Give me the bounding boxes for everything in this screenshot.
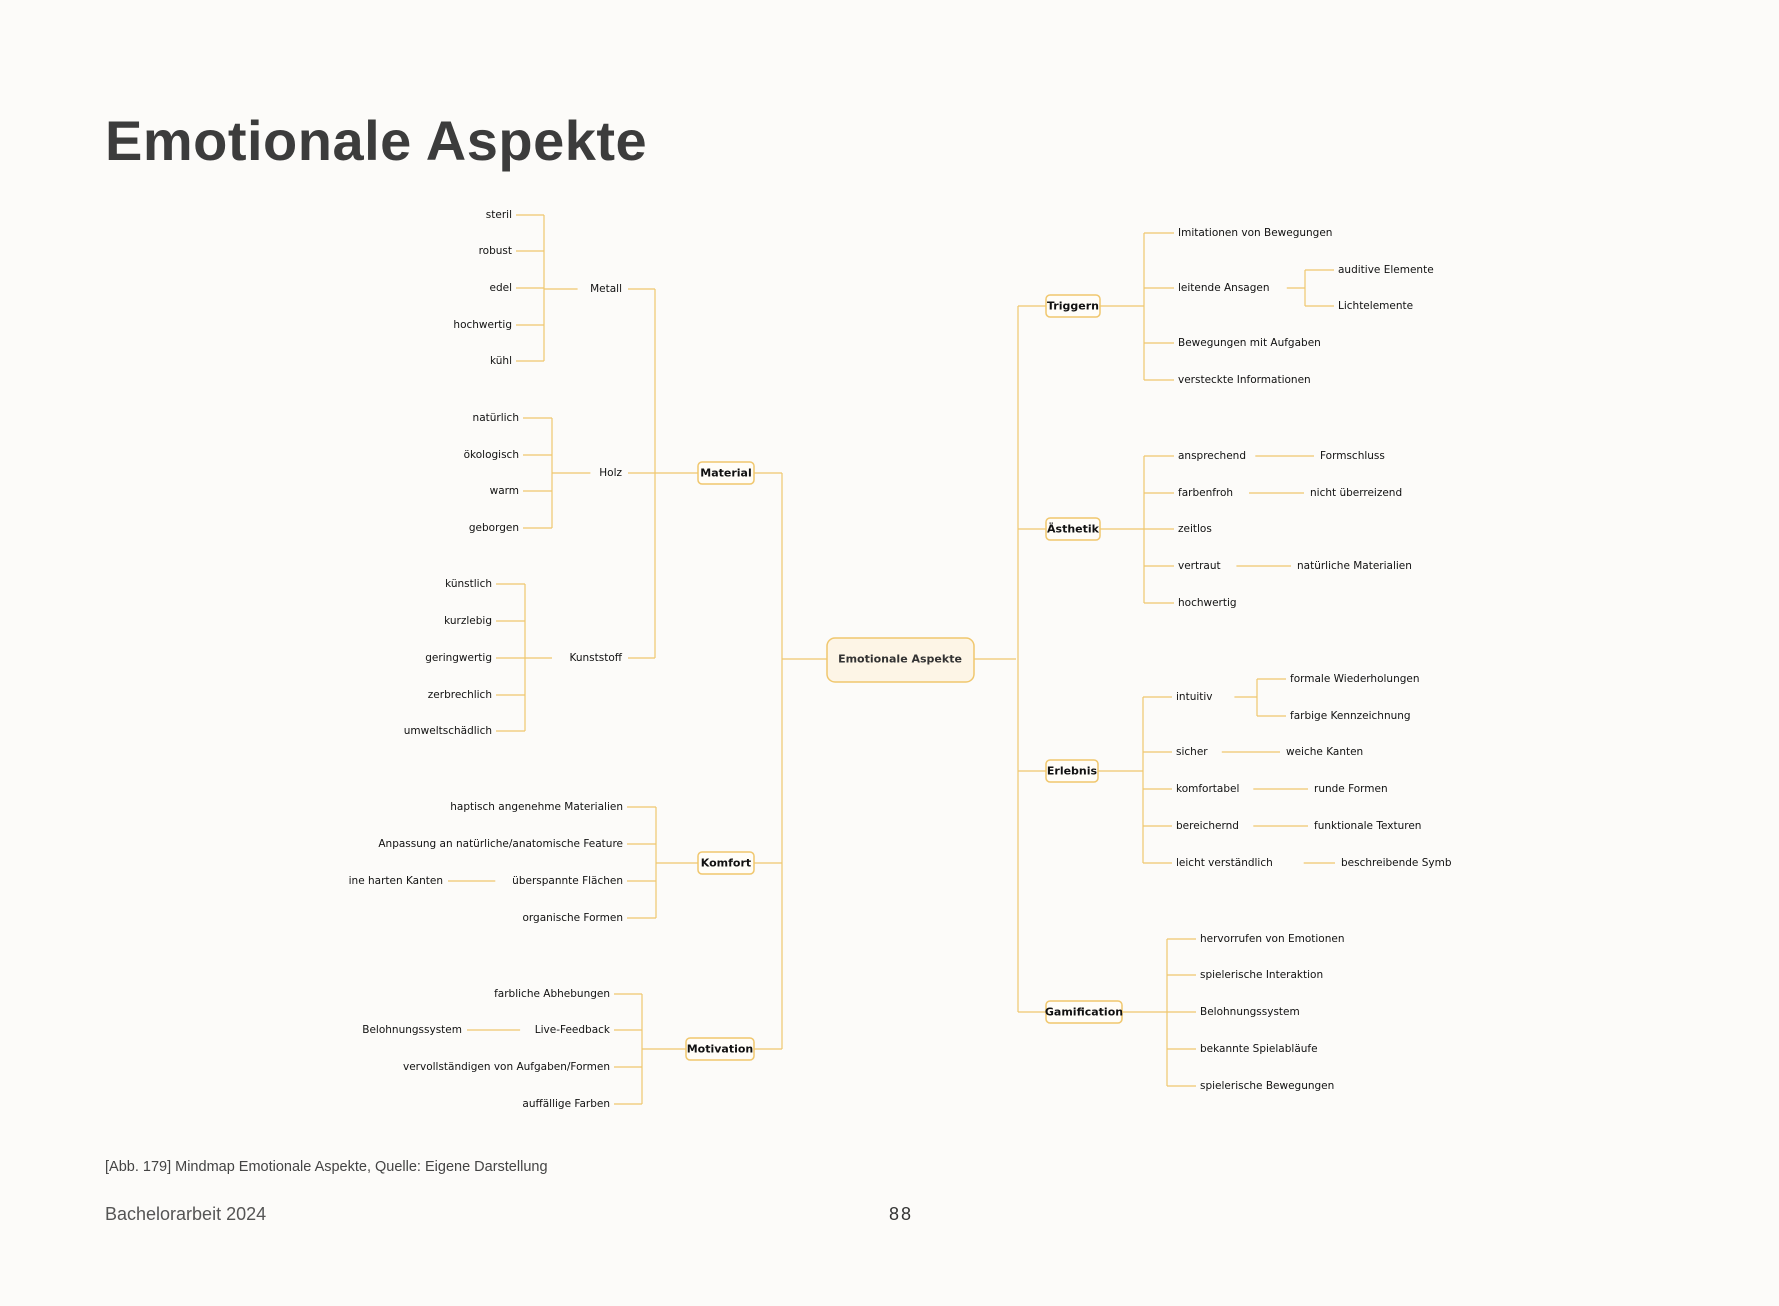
- figure-caption: [Abb. 179] Mindmap Emotionale Aspekte, Quelle: Eigene Darstellung: [105, 1159, 548, 1175]
- main-node-label: Komfort: [700, 856, 752, 870]
- sub-node-label: sicher: [1176, 746, 1208, 758]
- leaf-node-label: edel: [489, 282, 512, 294]
- leaf-node-label: ökologisch: [463, 449, 519, 461]
- main-node-label: Ästhetik: [1047, 522, 1099, 536]
- main-node-label: Gamification: [1044, 1005, 1124, 1019]
- leaf-node-label: formale Wiederholungen: [1290, 673, 1420, 685]
- sub-node-label: Live-Feedback: [534, 1024, 610, 1036]
- sub-node-label: hervorrufen von Emotionen: [1200, 933, 1345, 945]
- sub-node-label: überspannte Flächen: [512, 875, 623, 887]
- sub-node-label: farbenfroh: [1178, 487, 1234, 499]
- sub-node-label: organische Formen: [522, 912, 623, 924]
- main-node-label: Triggern: [1047, 299, 1099, 313]
- sub-node-label: hochwertig: [1178, 597, 1237, 609]
- main-node-label: Motivation: [686, 1042, 754, 1056]
- main-node-label: Material: [700, 466, 752, 480]
- sub-node-label: Anpassung an natürliche/anatomische Feature: [378, 838, 623, 850]
- leaf-node-label: runde Formen: [1314, 783, 1388, 795]
- leaf-node-label: steril: [485, 209, 512, 221]
- sub-node-label: leicht verständlich: [1176, 857, 1273, 869]
- sub-node-label: intuitiv: [1176, 691, 1213, 703]
- leaf-node-label: kurzlebig: [444, 615, 492, 627]
- sub-node-label: Kunststoff: [569, 652, 622, 664]
- sub-node-label: versteckte Informationen: [1178, 374, 1311, 386]
- sub-node-label: Bewegungen mit Aufgaben: [1178, 337, 1321, 349]
- leaf-node-label: umweltschädlich: [403, 725, 492, 737]
- leaf-node-label: funktionale Texturen: [1314, 820, 1422, 832]
- sub-node-label: spielerische Bewegungen: [1200, 1080, 1335, 1092]
- leaf-node-label: nicht überreizend: [1310, 487, 1403, 499]
- leaf-node-label: hochwertig: [453, 319, 512, 331]
- sub-node-label: bekannte Spielabläufe: [1200, 1043, 1318, 1055]
- sub-node-label: haptisch angenehme Materialien: [450, 801, 623, 813]
- center-node-label: Emotionale Aspekte: [838, 652, 962, 666]
- leaf-node-label: auditive Elemente: [1338, 264, 1434, 276]
- leaf-node-label: robust: [478, 245, 512, 257]
- leaf-node-label: natürlich: [472, 412, 519, 424]
- sub-node-label: auffällige Farben: [522, 1098, 610, 1110]
- leaf-node-label: beschreibende Symb: [1341, 857, 1452, 869]
- leaf-node-label: Belohnungssystem: [362, 1024, 462, 1036]
- sub-node-label: vertraut: [1178, 560, 1221, 572]
- leaf-node-label: künstlich: [445, 578, 492, 590]
- leaf-node-label: weiche Kanten: [1286, 746, 1364, 758]
- sub-node-label: Belohnungssystem: [1200, 1006, 1300, 1018]
- sub-node-label: komfortabel: [1176, 783, 1240, 795]
- leaf-node-label: Formschluss: [1320, 450, 1385, 462]
- footer-text: Bachelorarbeit 2024: [105, 1204, 267, 1224]
- page-number: 88: [889, 1204, 914, 1224]
- leaf-node-label: warm: [489, 485, 519, 497]
- leaf-node-label: geringwertig: [425, 652, 492, 664]
- leaf-node-label: farbige Kennzeichnung: [1290, 710, 1411, 722]
- sub-node-label: spielerische Interaktion: [1200, 969, 1324, 981]
- sub-node-label: Metall: [590, 283, 622, 295]
- leaf-node-label: ine harten Kanten: [348, 875, 443, 887]
- sub-node-label: leitende Ansagen: [1178, 282, 1270, 294]
- sub-node-label: Imitationen von Bewegungen: [1178, 227, 1333, 239]
- sub-node-label: farbliche Abhebungen: [494, 988, 610, 1000]
- page-title: Emotionale Aspekte: [105, 109, 648, 172]
- sub-node-label: Holz: [599, 467, 622, 479]
- sub-node-label: zeitlos: [1178, 523, 1212, 535]
- leaf-node-label: geborgen: [468, 522, 519, 534]
- sub-node-label: vervollständigen von Aufgaben/Formen: [403, 1061, 610, 1073]
- leaf-node-label: zerbrechlich: [427, 689, 492, 701]
- leaf-node-label: natürliche Materialien: [1297, 560, 1412, 572]
- sub-node-label: bereichernd: [1176, 820, 1239, 832]
- leaf-node-label: Lichtelemente: [1338, 300, 1414, 312]
- leaf-node-label: kühl: [490, 355, 512, 367]
- main-node-label: Erlebnis: [1046, 764, 1098, 778]
- sub-node-label: ansprechend: [1178, 450, 1246, 462]
